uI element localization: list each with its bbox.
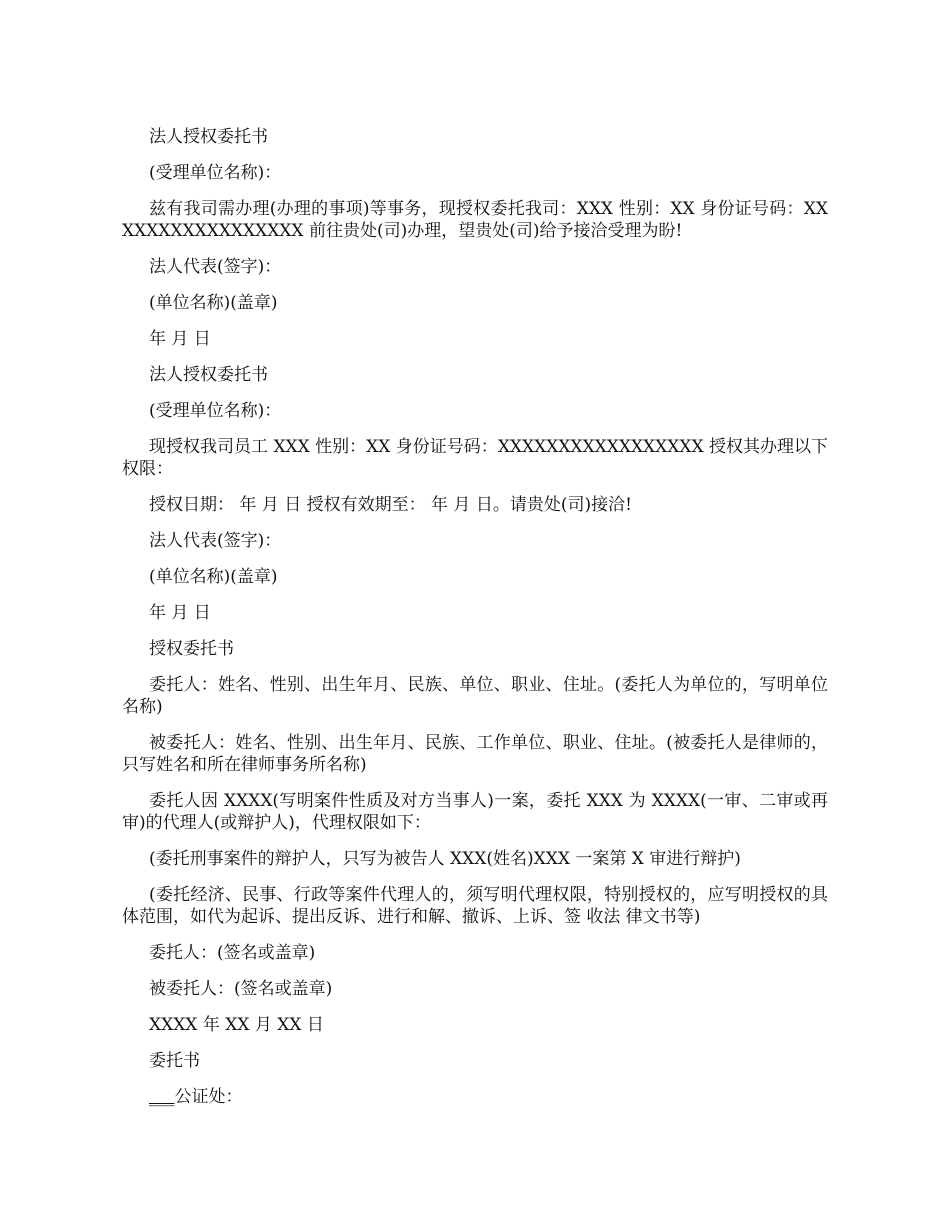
authorization-paragraph-1: 兹有我司需办理(办理的事项)等事务，现授权委托我司：XXX 性别：XX 身份证号码：XXXXXXXXXXXXXXXXX 前往贵处(司)办理，望贵处(司)给予接洽受理为盼! [122, 199, 828, 241]
agent-info: 被委托人：姓名、性别、出生年月、民族、工作单位、职业、住址。(被委托人是律师的，只写姓名和所在律师事务所名称) [122, 733, 828, 775]
date-line-3: XXXX 年 XX 月 XX 日 [149, 1015, 324, 1035]
doc-title-2: 法人授权委托书 [149, 365, 268, 385]
principal-signature: 委托人：(签名或盖章) [149, 943, 316, 963]
legal-rep-signature-1: 法人代表(签字)： [149, 257, 282, 277]
notary-office-line [122, 1086, 828, 1108]
notary-blank: ___ [149, 1087, 175, 1107]
criminal-defense-note: (委托刑事案件的辩护人，只写为被告人 XXX(姓名)XXX 一案第 X 审进行辩护) [149, 849, 741, 869]
date-line-1: 年 月 日 [149, 329, 211, 349]
agent-signature: 被委托人：(签名或盖章) [149, 979, 333, 999]
authorization-paragraph-2: 现授权我司员工 XXX 性别：XX 身份证号码：XXXXXXXXXXXXXXXXX 授权其办理以下权限： [122, 437, 828, 479]
doc-title-4: 委托书 [149, 1051, 200, 1071]
notary-office-label: 公证处： [174, 1087, 243, 1107]
recipient-line-2: (受理单位名称)： [149, 401, 282, 421]
legal-rep-signature-2: 法人代表(签字)： [149, 531, 282, 551]
recipient-line-1: (受理单位名称)： [149, 163, 282, 183]
case-entrustment-paragraph: 委托人因 XXXX(写明案件性质及对方当事人)一案，委托 XXX 为 XXXX(一审、二审或再审)的代理人(或辩护人)，代理权限如下： [122, 791, 828, 833]
authorization-period: 授权日期： 年 月 日 授权有效期至： 年 月 日。请贵处(司)接洽! [149, 495, 632, 515]
doc-title-3: 授权委托书 [149, 639, 234, 659]
date-line-2: 年 月 日 [149, 603, 211, 623]
doc-title-1: 法人授权委托书 [149, 127, 268, 147]
company-seal-2: (单位名称)(盖章) [149, 567, 278, 587]
civil-agency-note: (委托经济、民事、行政等案件代理人的，须写明代理权限，特别授权的，应写明授权的具体范围，如代为起诉、提出反诉、进行和解、撤诉、上诉、签 收法 律文书等) [122, 885, 828, 927]
principal-info: 委托人：姓名、性别、出生年月、民族、单位、职业、住址。(委托人为单位的，写明单位名称) [122, 675, 828, 717]
company-seal-1: (单位名称)(盖章) [149, 293, 278, 313]
document-body [122, 126, 828, 1122]
